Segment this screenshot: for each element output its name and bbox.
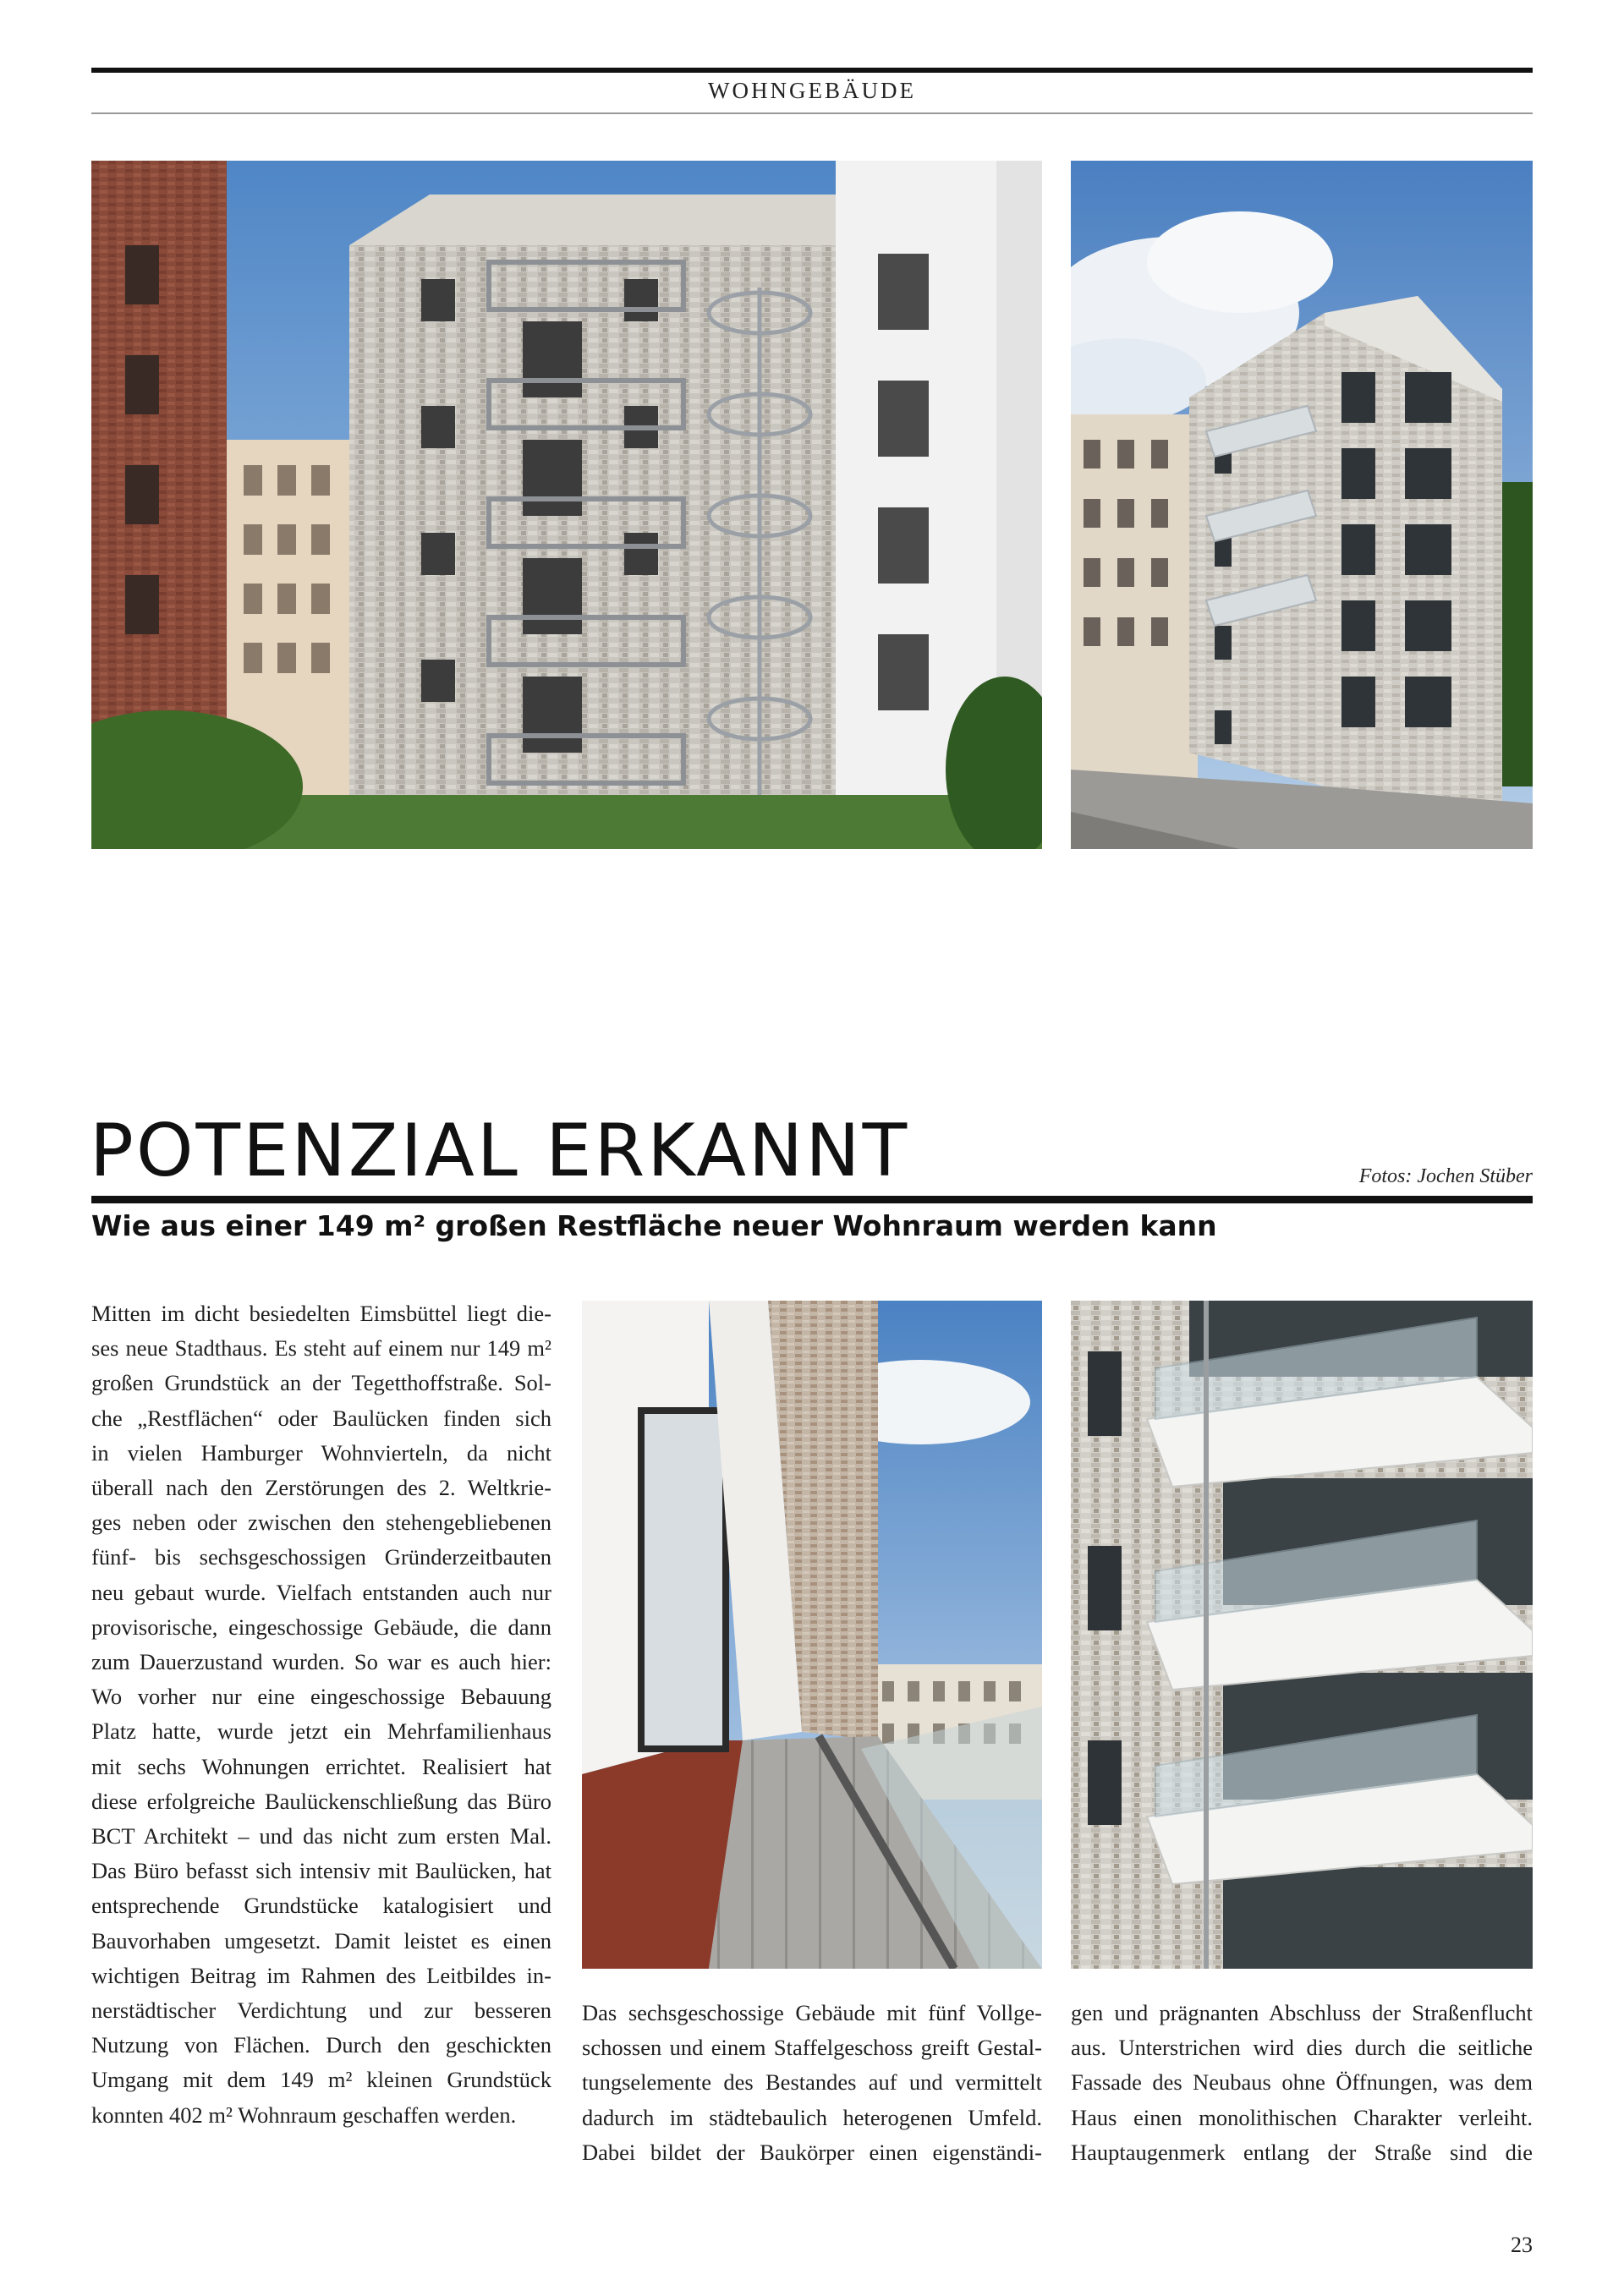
text-line: Mitten im dicht besiedelten Eimsbüttel liegt die-: [91, 1301, 551, 1326]
text-line: neu gebaut wurde. Vielfach entstanden auch nur: [91, 1579, 551, 1605]
text-line: Bauvorhaben umgesetzt. Damit leistet es einen: [91, 1927, 551, 1954]
text-line: Das sechsgeschossige Gebäude mit fünf Vollge-: [582, 2000, 1042, 2025]
photo-balcony-interior: [582, 1301, 1042, 1969]
title-rule: [91, 1196, 1533, 1203]
section-label: WOHNGEBÄUDE: [708, 78, 916, 103]
text-line: aus. Unterstrichen wird dies durch die seitliche: [1071, 2035, 1533, 2061]
article-title: POTENZIAL ERKANNT: [90, 1109, 910, 1193]
text-line: Nutzung von Flächen. Durch den geschickten: [91, 2032, 551, 2058]
text-line: wichtigen Beitrag im Rahmen des Leitbildes in-: [91, 1962, 551, 1988]
text-line: schossen und einem Staffelgeschoss greift Gestal-: [582, 2035, 1042, 2061]
photo-credit: Fotos: Jochen Stüber: [1358, 1165, 1533, 1187]
text-line: Dabei bildet der Baukörper einen eigenständi-: [582, 2139, 1042, 2165]
text-line: Platz hatte, wurde jetzt ein Mehrfamilienhaus: [91, 1718, 551, 1745]
text-line: Wo vorher nur eine eingeschossige Bebauung: [91, 1684, 551, 1710]
text-line: BCT Architekt – und das nicht zum ersten Mal.: [91, 1823, 551, 1849]
text-line: provisorische, eingeschossige Gebäude, die dann: [91, 1614, 551, 1640]
text-line: ges neben oder zwischen den stehengebliebenen: [91, 1510, 551, 1536]
text-line: dadurch im städtebaulich heterogenen Umfeld.: [582, 2104, 1042, 2130]
text-line: fünf- bis sechsgeschossigen Gründerzeitbauten: [91, 1544, 551, 1570]
photo-street-corner: [1071, 161, 1533, 849]
header-top-rule: [91, 68, 1533, 73]
text-line: nerstädtischer Verdichtung und zur besseren: [91, 1997, 551, 2024]
text-line: entsprechende Grundstücke katalogisiert und: [91, 1893, 551, 1919]
body-column-1: [91, 1296, 551, 2133]
text-line: Hauptaugenmerk entlang der Straße sind die: [1071, 2139, 1533, 2165]
page-number: 23: [1511, 2233, 1533, 2257]
text-line: Haus einen monolithischen Charakter verleiht.: [1071, 2104, 1533, 2130]
text-line: zum Dauerzustand wurden. So war es auch hier:: [91, 1649, 551, 1675]
text-line: in vielen Hamburger Wohnvierteln, da nicht: [91, 1439, 551, 1466]
text-line: diese erfolgreiche Baulückenschließung das Büro: [91, 1788, 551, 1814]
text-line: ses neue Stadthaus. Es steht auf einem nur 149 m²: [91, 1335, 551, 1362]
text-line: Das Büro befasst sich intensiv mit Baulücken, hat: [91, 1858, 551, 1884]
body-column-3: [1071, 1996, 1533, 2170]
text-line: überall nach den Zerstörungen des 2. Weltkrie-: [91, 1475, 551, 1501]
photo-courtyard-facade: [91, 161, 1042, 849]
text-line: gen und prägnanten Abschluss der Straßenflucht: [1071, 2000, 1533, 2025]
photo-balcony-facade: [1071, 1301, 1533, 1969]
article-subtitle: Wie aus einer 149 m² großen Restfläche neuer Wohnraum werden kann: [91, 1209, 1217, 1242]
text-line: großen Grundstück an der Tegetthoffstraße. Sol-: [91, 1370, 551, 1396]
text-line: che „Restflächen“ oder Baulücken finden sich: [91, 1405, 551, 1431]
text-line: Umgang mit dem 149 m² kleinen Grundstück: [91, 2067, 551, 2093]
header-bottom-rule: [91, 112, 1533, 114]
body-column-2: [582, 1996, 1042, 2170]
text-line: konnten 402 m² Wohnraum geschaffen werden.: [91, 2101, 517, 2128]
text-line: Fassade des Neubaus ohne Öffnungen, was dem: [1071, 2069, 1533, 2096]
text-line: mit sechs Wohnungen errichtet. Realisiert hat: [91, 1753, 551, 1779]
text-line: tungselemente des Bestandes auf und vermittelt: [582, 2069, 1042, 2096]
